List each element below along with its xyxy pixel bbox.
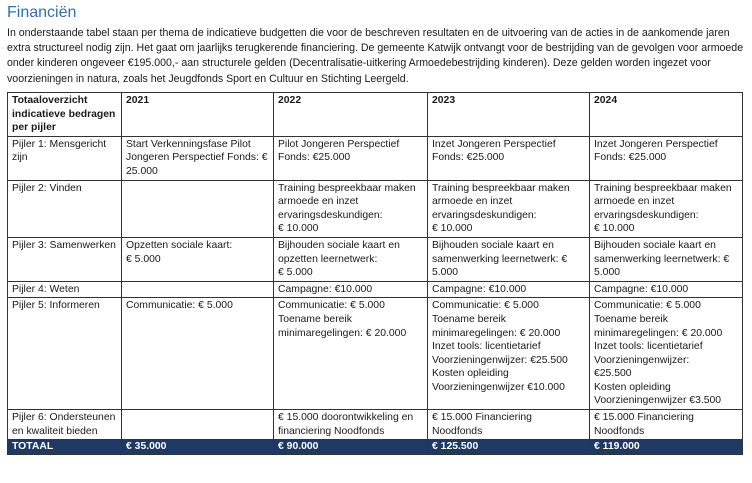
table-cell: Training bespreekbaar maken armoede en inzet ervaringsdeskundigen: € 10.000 — [428, 180, 590, 237]
header-cell: 2023 — [428, 93, 590, 137]
table-row — [8, 136, 743, 180]
table-cell: Pijler 4: Weten — [8, 281, 122, 298]
table-cell: € 15.000 Financiering Noodfonds — [590, 410, 743, 440]
total-cell: € 119.000 — [590, 440, 743, 455]
table-cell: Start Verkenningsfase Pilot Jongeren Perspectief Fonds: € 25.000 — [122, 136, 274, 180]
table-cell: Campagne: €10.000 — [428, 281, 590, 298]
total-cell: TOTAAL — [8, 440, 122, 455]
table-cell: Inzet Jongeren Perspectief Fonds: €25.000 — [590, 136, 743, 180]
table-cell: € 15.000 Financiering Noodfonds — [428, 410, 590, 440]
table-cell: Pilot Jongeren Perspectief Fonds: €25.000 — [274, 136, 428, 180]
intro-paragraph: In onderstaande tabel staan per thema de indicatieve budgetten die voor de beschreven resultaten en de uitvoering van de acties in de aankomende jaren extra structureel nodig zijn. Het gaat om jaarlijks terugkerende financiering. De gemeente Katwijk ontvangt voor de bestrijding van de gevolgen voor armoede onder kinderen ongeveer €195.000,- aan structurele gelden (Decentralisatie-uitkering Armoedebestrijding kinderen). Deze gelden worden ingezet voor voorzieningen in natura, zoals het Jeugdfonds Sport en Cultuur en Stichting Leergeld. — [7, 27, 744, 85]
table-cell: Pijler 3: Samenwerken — [8, 237, 122, 281]
table-cell — [122, 410, 274, 440]
total-row — [8, 440, 743, 455]
table-cell: Inzet Jongeren Perspectief Fonds: €25.000 — [428, 136, 590, 180]
table-cell: Campagne: €10.000 — [274, 281, 428, 298]
header-cell: 2021 — [122, 93, 274, 137]
table-cell — [122, 180, 274, 237]
total-cell: € 35.000 — [122, 440, 274, 455]
table-cell: Bijhouden sociale kaart en samenwerking leernetwerk: € 5.000 — [428, 237, 590, 281]
table-header-row — [8, 93, 743, 137]
budget-table — [7, 92, 743, 455]
table-cell: Campagne: €10.000 — [590, 281, 743, 298]
table-cell — [122, 281, 274, 298]
table-cell: Communicatie: € 5.000 Toename bereik minimaregelingen: € 20.000 Inzet tools: licentietarief Voorzieningenwijzer: €25.500 Kosten opleiding Voorzieningenwijzer €3.500 — [590, 298, 743, 410]
table-row — [8, 298, 743, 410]
table-cell: Training bespreekbaar maken armoede en inzet ervaringsdeskundigen: € 10.000 — [274, 180, 428, 237]
total-cell: € 90.000 — [274, 440, 428, 455]
header-cell: 2022 — [274, 93, 428, 137]
table-cell: Communicatie: € 5.000 Toename bereik minimaregelingen: € 20.000 Inzet tools: licentietarief Voorzieningenwijzer: €25.500 Kosten opleiding Voorzieningenwijzer €10.000 — [428, 298, 590, 410]
table-cell: € 15.000 doorontwikkeling en financiering Noodfonds — [274, 410, 428, 440]
table-cell: Communicatie: € 5.000 — [122, 298, 274, 410]
table-row — [8, 410, 743, 440]
table-cell: Pijler 2: Vinden — [8, 180, 122, 237]
table-cell: Pijler 5: Informeren — [8, 298, 122, 410]
table-row — [8, 180, 743, 237]
header-cell: 2024 — [590, 93, 743, 137]
table-cell: Bijhouden sociale kaart en opzetten leernetwerk: € 5.000 — [274, 237, 428, 281]
table-cell: Training bespreekbaar maken armoede en inzet ervaringsdeskundigen: € 10.000 — [590, 180, 743, 237]
header-cell: Totaaloverzicht indicatieve bedragen per pijler — [8, 93, 122, 137]
table-row — [8, 281, 743, 298]
total-cell: € 125.500 — [428, 440, 590, 455]
table-cell: Opzetten sociale kaart: € 5.000 — [122, 237, 274, 281]
section-heading: Financiën — [7, 4, 77, 21]
table-cell: Pijler 1: Mensgericht zijn — [8, 136, 122, 180]
table-cell: Pijler 6: Ondersteunen en kwaliteit bieden — [8, 410, 122, 440]
table-row — [8, 237, 743, 281]
table-cell: Communicatie: € 5.000 Toename bereik minimaregelingen: € 20.000 — [274, 298, 428, 410]
table-cell: Bijhouden sociale kaart en samenwerking leernetwerk: € 5.000 — [590, 237, 743, 281]
